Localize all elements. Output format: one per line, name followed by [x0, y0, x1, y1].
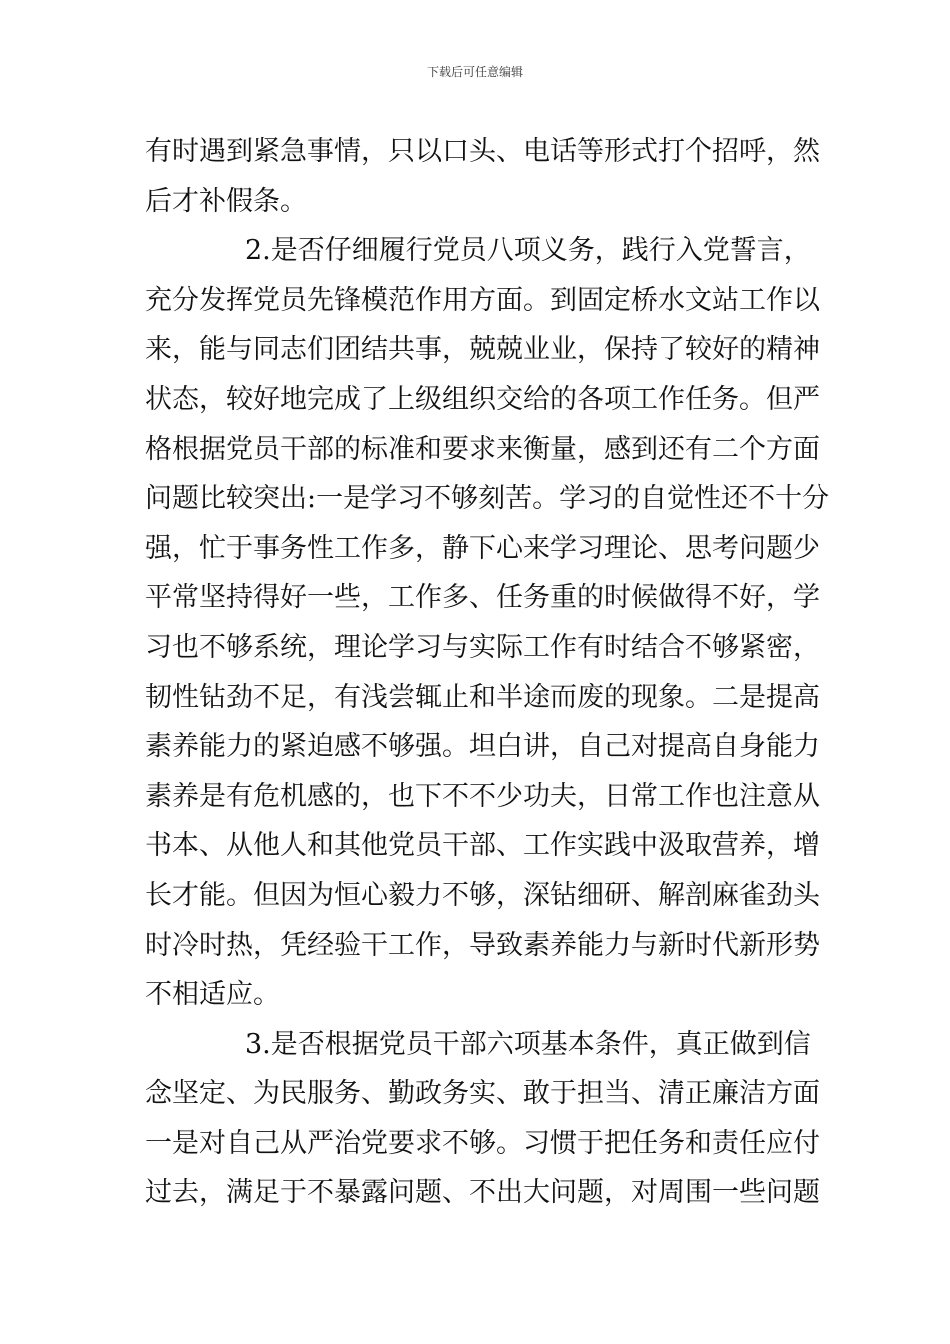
text-line-9: 强，忙于事务性工作多，静下心来学习理论、思考问题少: [145, 532, 820, 564]
text-line-16: 长才能。但因为恒心毅力不够，深钻细研、解剖麻雀劲头: [145, 879, 820, 911]
text-line-4: 充分发挥党员先锋模范作用方面。到固定桥水文站工作以: [145, 284, 820, 316]
text-line-5: 来，能与同志们团结共事，兢兢业业，保持了较好的精神: [145, 334, 820, 366]
page-header: 下载后可任意编辑: [426, 65, 523, 79]
text-line-19: 3.是否根据党员干部六项基本条件，真正做到信: [245, 1028, 811, 1060]
text-line-18: 不相适应。: [145, 979, 280, 1011]
text-line-20: 念坚定、为民服务、勤政务实、敢于担当、清正廉洁方面: [145, 1078, 820, 1110]
text-line-12: 韧性钻劲不足，有浅尝辄止和半途而废的现象。二是提高: [145, 681, 820, 713]
text-line-13: 素养能力的紧迫感不够强。坦白讲，自己对提高自身能力: [145, 731, 820, 763]
text-line-8: 问题比较突出:一是学习不够刻苦。学习的自觉性还不十分: [145, 483, 830, 515]
text-line-11: 习也不够系统，理论学习与实际工作有时结合不够紧密，: [145, 631, 820, 663]
text-line-2: 后才补假条。: [145, 185, 307, 217]
text-line-15: 书本、从他人和其他党员干部、工作实践中汲取营养，增: [145, 830, 820, 862]
text-line-21: 一是对自己从严治党要求不够。习惯于把任务和责任应付: [145, 1127, 820, 1159]
text-line-7: 格根据党员干部的标准和要求来衡量，感到还有二个方面: [145, 433, 820, 465]
text-line-1: 有时遇到紧急事情，只以口头、电话等形式打个招呼，然: [145, 136, 820, 167]
text-line-10: 平常坚持得好一些，工作多、任务重的时候做得不好，学: [145, 582, 820, 614]
text-line-17: 时冷时热，凭经验干工作，导致素养能力与新时代新形势: [145, 929, 820, 961]
text-line-22: 过去，满足于不暴露问题、不出大问题，对周围一些问题: [145, 1177, 820, 1209]
text-line-14: 素养是有危机感的，也下不不少功夫，日常工作也注意从: [145, 780, 820, 812]
text-line-6: 状态，较好地完成了上级组织交给的各项工作任务。但严: [145, 383, 820, 415]
text-line-3: 2.是否仔细履行党员八项义务，践行入党誓言，: [245, 235, 811, 267]
document-body: [145, 127, 830, 1218]
